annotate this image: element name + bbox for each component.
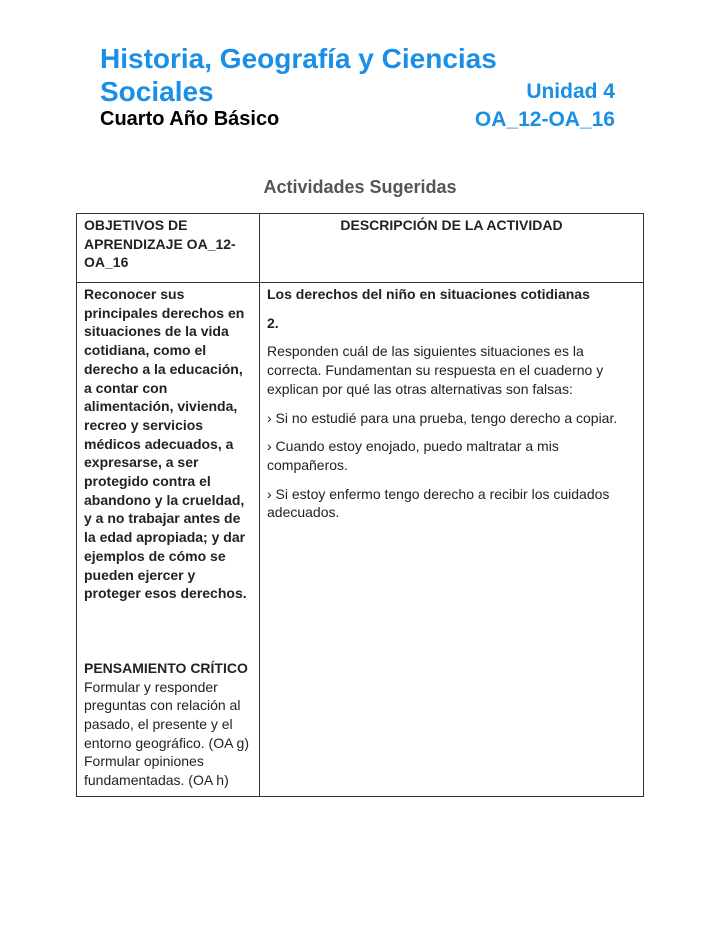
title-line-2: Sociales	[100, 76, 214, 107]
table-header-row	[77, 214, 644, 283]
activity-title: Los derechos del niño en situaciones cotidianas	[267, 286, 590, 302]
activities-table	[76, 213, 644, 797]
table-row	[77, 283, 644, 797]
option-item: › Si estoy enfermo tengo derecho a recibir los cuidados adecuados.	[267, 485, 610, 521]
document-title	[100, 42, 497, 108]
skill-text: Formular y responder preguntas con relación al pasado, el presente y el entorno geográfico. (OA g) Formular opiniones fundamentadas. (OA h)	[84, 678, 249, 789]
option-item: › Cuando estoy enojado, puedo maltratar a mis compañeros.	[267, 438, 559, 473]
activity-number: 2.	[267, 314, 279, 331]
skill-title: PENSAMIENTO CRÍTICO	[84, 659, 248, 676]
option-item: › Si no estudié para una prueba, tengo derecho a copiar.	[267, 409, 618, 426]
description-cell	[260, 283, 644, 797]
grade-label: Cuarto Año Básico	[100, 108, 280, 130]
description-header: DESCRIPCIÓN DE LA ACTIVIDAD	[260, 214, 644, 283]
objectives-cell	[77, 283, 260, 797]
objective-text: Reconocer sus principales derechos en situaciones de la vida cotidiana, como el derecho a la educación, a contar con alimentación, vivienda, recreo y servicios médicos adecuados, a expresarse, a ser protegido contra el abandono y la crueldad, y a no trabajar antes de la edad apropiada; y dar ejemplos de cómo se pueden ejercer y proteger esos derechos.	[84, 286, 247, 602]
unit-label: Unidad 4	[526, 80, 615, 103]
objectives-header-text: OBJETIVOS DE APRENDIZAJE OA_12-OA_16	[84, 217, 236, 271]
oa-range: OA_12-OA_16	[474, 108, 615, 131]
activity-instructions: Responden cuál de las siguientes situaciones es la correcta. Fundamentan su respuesta en el cuaderno y explican por qué las otras alternativas son falsas:	[267, 343, 604, 397]
title-line-1: Historia, Geografía y Ciencias	[100, 43, 497, 74]
section-title: Actividades Sugeridas	[263, 177, 457, 197]
objectives-header	[77, 214, 260, 283]
